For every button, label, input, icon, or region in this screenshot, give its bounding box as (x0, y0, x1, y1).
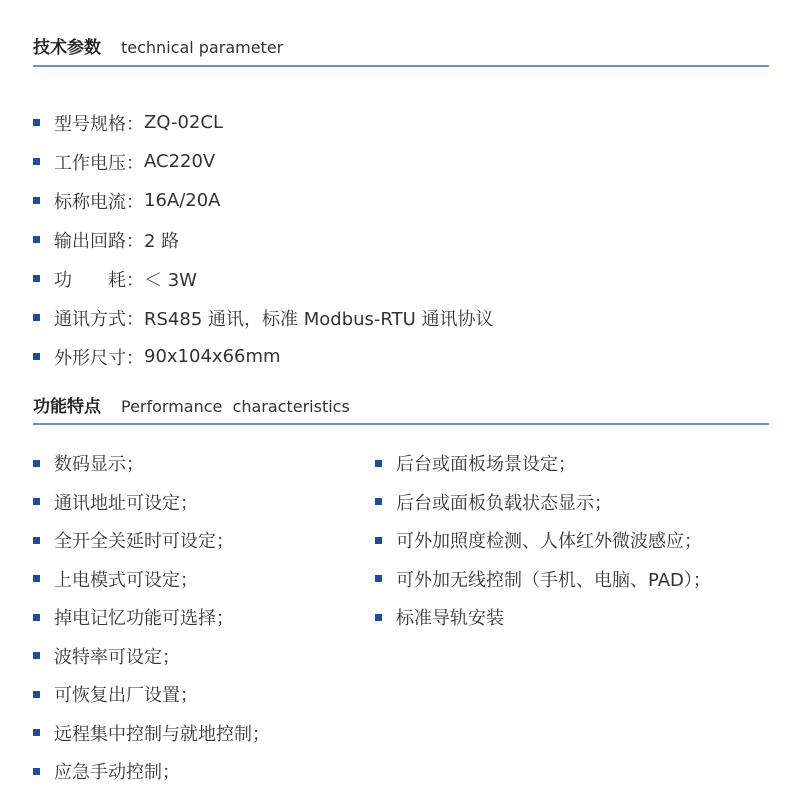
spec-label: 外形尺寸 (54, 347, 126, 369)
feature-item (33, 560, 270, 599)
specs-title-en: technical parameter (121, 38, 284, 57)
bullet-square-icon (33, 652, 40, 659)
bullet-square-icon (33, 119, 40, 126)
bullet-square-icon (33, 575, 40, 582)
bullet-square-icon (375, 498, 382, 505)
feature-text: 后台或面板负载状态显示； (396, 492, 612, 514)
specs-title-zh: 技术参数 (33, 38, 101, 58)
feature-item (33, 598, 270, 637)
spec-value: ZQ-02CL (144, 112, 223, 133)
feature-item (33, 444, 270, 483)
features-divider (33, 423, 769, 425)
bullet-square-icon (33, 314, 40, 321)
spec-colon: ： (126, 347, 144, 369)
bullet-square-icon (375, 460, 382, 467)
spec-colon: ： (126, 113, 144, 135)
bullet-square-icon (33, 460, 40, 467)
spec-value: AC220V (144, 151, 216, 172)
feature-text: 可外加照度检测、人体红外微波感应； (396, 531, 702, 553)
feature-item (33, 521, 270, 560)
spec-item-power (33, 259, 494, 298)
spec-value: 16A/20A (144, 190, 221, 211)
feature-text: 远程集中控制与就地控制； (54, 723, 270, 745)
feature-text: 全开全关延时可设定； (54, 531, 234, 553)
features-title-zh: 功能特点 (33, 397, 101, 417)
spec-item-model (33, 103, 494, 142)
spec-value: RS485 通讯，标准 Modbus-RTU 通讯协议 (144, 308, 494, 330)
feature-item (375, 483, 711, 522)
spec-colon: ： (126, 152, 144, 174)
feature-item (33, 714, 270, 753)
bullet-square-icon (33, 729, 40, 736)
features-list-right (375, 444, 711, 637)
feature-item (33, 637, 270, 676)
spec-label: 输出回路 (54, 230, 126, 252)
feature-text: 可外加无线控制（手机、电脑、PAD）； (396, 569, 711, 591)
features-title-en: Performance characteristics (121, 397, 350, 416)
feature-item (33, 483, 270, 522)
bullet-square-icon (33, 691, 40, 698)
bullet-square-icon (375, 575, 382, 582)
feature-text: 应急手动控制； (54, 762, 180, 784)
spec-label-b: 耗 (108, 269, 126, 291)
spec-item-voltage (33, 142, 494, 181)
feature-text: 数码显示； (54, 454, 144, 476)
spec-label: 通讯方式 (54, 308, 126, 330)
feature-item (375, 560, 711, 599)
features-section-header (33, 392, 769, 417)
feature-text: 通讯地址可设定； (54, 492, 198, 514)
bullet-square-icon (33, 537, 40, 544)
spec-label: 工作电压 (54, 152, 126, 174)
bullet-square-icon (375, 537, 382, 544)
spec-label: 型号规格 (54, 113, 126, 135)
feature-item (375, 598, 711, 637)
feature-item (33, 752, 270, 791)
feature-item (375, 444, 711, 483)
spec-colon: ： (126, 308, 144, 330)
spec-colon: ： (126, 191, 144, 213)
bullet-square-icon (33, 768, 40, 775)
feature-text: 上电模式可设定； (54, 569, 198, 591)
spec-value: 90x104x66mm (144, 346, 281, 367)
bullet-square-icon (33, 275, 40, 282)
spec-colon: ： (126, 269, 144, 291)
spec-colon: ： (126, 230, 144, 252)
spec-item-current (33, 181, 494, 220)
feature-item (375, 521, 711, 560)
feature-text: 标准导轨安装 (396, 608, 504, 630)
bullet-square-icon (33, 158, 40, 165)
specs-section-header (33, 33, 769, 58)
bullet-square-icon (375, 614, 382, 621)
feature-item (33, 675, 270, 714)
specs-divider (33, 65, 769, 67)
bullet-square-icon (33, 353, 40, 360)
spec-label-a: 功 (54, 269, 72, 291)
bullet-square-icon (33, 614, 40, 621)
spec-value: 2 路 (144, 230, 180, 252)
feature-text: 后台或面板场景设定； (396, 454, 576, 476)
features-list-left (33, 444, 270, 791)
spec-item-communication (33, 298, 494, 337)
spec-item-circuits (33, 220, 494, 259)
spec-label: 标称电流 (54, 191, 126, 213)
feature-text: 可恢复出厂设置； (54, 685, 198, 707)
bullet-square-icon (33, 498, 40, 505)
spec-item-dimensions (33, 337, 494, 376)
spec-value: ＜ 3W (144, 269, 197, 291)
specs-list (33, 103, 494, 376)
feature-text: 波特率可设定； (54, 646, 180, 668)
feature-text: 掉电记忆功能可选择； (54, 608, 234, 630)
bullet-square-icon (33, 236, 40, 243)
bullet-square-icon (33, 197, 40, 204)
